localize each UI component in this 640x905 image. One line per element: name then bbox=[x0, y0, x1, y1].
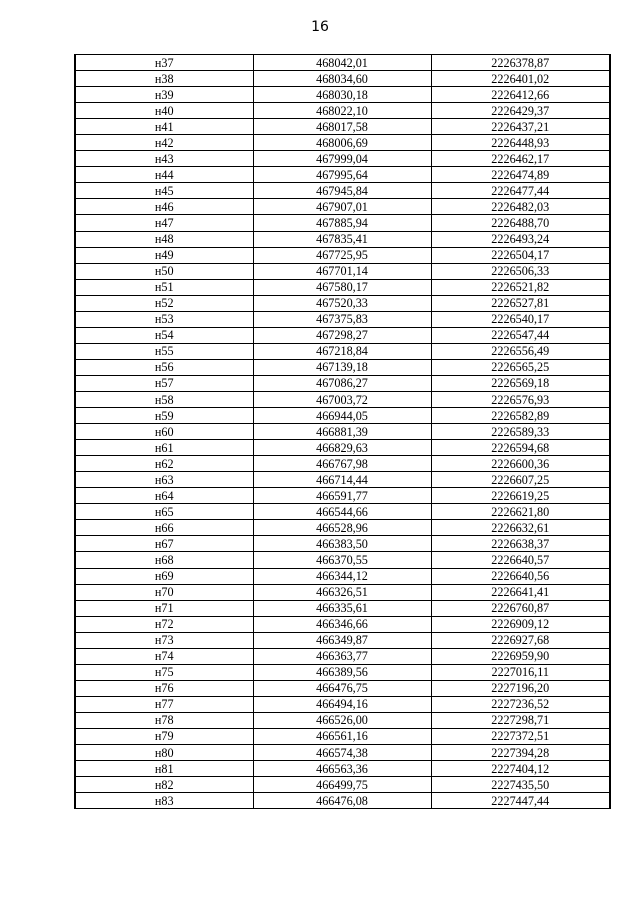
table-row bbox=[75, 183, 610, 199]
x-coordinate-cell: 466714,44 bbox=[253, 472, 431, 488]
x-coordinate-cell: 467218,84 bbox=[253, 343, 431, 359]
y-coordinate-cell: 2227298,71 bbox=[431, 712, 610, 728]
point-id-cell: н83 bbox=[75, 793, 253, 809]
y-coordinate-cell: 2226565,25 bbox=[431, 359, 610, 375]
point-id-cell: н38 bbox=[75, 71, 253, 87]
y-coordinate-cell: 2227404,12 bbox=[431, 761, 610, 777]
y-coordinate-cell: 2226477,44 bbox=[431, 183, 610, 199]
table-row bbox=[75, 263, 610, 279]
table-row bbox=[75, 135, 610, 151]
x-coordinate-cell: 466944,05 bbox=[253, 408, 431, 424]
x-coordinate-cell: 466574,38 bbox=[253, 745, 431, 761]
x-coordinate-cell: 466544,66 bbox=[253, 504, 431, 520]
x-coordinate-cell: 467139,18 bbox=[253, 359, 431, 375]
x-coordinate-cell: 466563,36 bbox=[253, 761, 431, 777]
table-row bbox=[75, 728, 610, 744]
point-id-cell: н68 bbox=[75, 552, 253, 568]
point-id-cell: н75 bbox=[75, 664, 253, 680]
point-id-cell: н76 bbox=[75, 680, 253, 696]
table-row bbox=[75, 408, 610, 424]
y-coordinate-cell: 2226621,80 bbox=[431, 504, 610, 520]
y-coordinate-cell: 2226527,81 bbox=[431, 295, 610, 311]
y-coordinate-cell: 2227372,51 bbox=[431, 728, 610, 744]
y-coordinate-cell: 2227196,20 bbox=[431, 680, 610, 696]
x-coordinate-cell: 466829,63 bbox=[253, 440, 431, 456]
y-coordinate-cell: 2226641,41 bbox=[431, 584, 610, 600]
y-coordinate-cell: 2226640,56 bbox=[431, 568, 610, 584]
point-id-cell: н37 bbox=[75, 55, 253, 71]
point-id-cell: н54 bbox=[75, 327, 253, 343]
x-coordinate-cell: 466383,50 bbox=[253, 536, 431, 552]
x-coordinate-cell: 466389,56 bbox=[253, 664, 431, 680]
point-id-cell: н46 bbox=[75, 199, 253, 215]
point-id-cell: н40 bbox=[75, 103, 253, 119]
y-coordinate-cell: 2227447,44 bbox=[431, 793, 610, 809]
x-coordinate-cell: 466494,16 bbox=[253, 696, 431, 712]
x-coordinate-cell: 466881,39 bbox=[253, 424, 431, 440]
x-coordinate-cell: 466591,77 bbox=[253, 488, 431, 504]
y-coordinate-cell: 2226378,87 bbox=[431, 55, 610, 71]
table-row bbox=[75, 87, 610, 103]
point-id-cell: н44 bbox=[75, 167, 253, 183]
table-row bbox=[75, 231, 610, 247]
table-row bbox=[75, 600, 610, 616]
table-row bbox=[75, 536, 610, 552]
x-coordinate-cell: 467999,04 bbox=[253, 151, 431, 167]
y-coordinate-cell: 2226640,57 bbox=[431, 552, 610, 568]
x-coordinate-cell: 466370,55 bbox=[253, 552, 431, 568]
table-row bbox=[75, 55, 610, 71]
point-id-cell: н69 bbox=[75, 568, 253, 584]
table-row bbox=[75, 520, 610, 536]
y-coordinate-cell: 2226959,90 bbox=[431, 648, 610, 664]
point-id-cell: н56 bbox=[75, 359, 253, 375]
table-row bbox=[75, 712, 610, 728]
table-row bbox=[75, 151, 610, 167]
table-row bbox=[75, 327, 610, 343]
y-coordinate-cell: 2227394,28 bbox=[431, 745, 610, 761]
x-coordinate-cell: 468034,60 bbox=[253, 71, 431, 87]
point-id-cell: н58 bbox=[75, 391, 253, 407]
y-coordinate-cell: 2227016,11 bbox=[431, 664, 610, 680]
point-id-cell: н77 bbox=[75, 696, 253, 712]
y-coordinate-cell: 2226594,68 bbox=[431, 440, 610, 456]
y-coordinate-cell: 2226540,17 bbox=[431, 311, 610, 327]
point-id-cell: н45 bbox=[75, 183, 253, 199]
y-coordinate-cell: 2226927,68 bbox=[431, 632, 610, 648]
y-coordinate-cell: 2227236,52 bbox=[431, 696, 610, 712]
x-coordinate-cell: 466349,87 bbox=[253, 632, 431, 648]
x-coordinate-cell: 466363,77 bbox=[253, 648, 431, 664]
table-row bbox=[75, 375, 610, 391]
table-row bbox=[75, 504, 610, 520]
point-id-cell: н65 bbox=[75, 504, 253, 520]
table-row bbox=[75, 696, 610, 712]
table-row bbox=[75, 680, 610, 696]
y-coordinate-cell: 2226582,89 bbox=[431, 408, 610, 424]
point-id-cell: н70 bbox=[75, 584, 253, 600]
table-row bbox=[75, 761, 610, 777]
x-coordinate-cell: 466476,08 bbox=[253, 793, 431, 809]
point-id-cell: н79 bbox=[75, 728, 253, 744]
y-coordinate-cell: 2226909,12 bbox=[431, 616, 610, 632]
point-id-cell: н48 bbox=[75, 231, 253, 247]
page-number: 16 bbox=[311, 19, 329, 35]
point-id-cell: н80 bbox=[75, 745, 253, 761]
point-id-cell: н66 bbox=[75, 520, 253, 536]
point-id-cell: н74 bbox=[75, 648, 253, 664]
x-coordinate-cell: 468006,69 bbox=[253, 135, 431, 151]
y-coordinate-cell: 2226607,25 bbox=[431, 472, 610, 488]
point-id-cell: н78 bbox=[75, 712, 253, 728]
y-coordinate-cell: 2226506,33 bbox=[431, 263, 610, 279]
point-id-cell: н59 bbox=[75, 408, 253, 424]
y-coordinate-cell: 2226493,24 bbox=[431, 231, 610, 247]
x-coordinate-cell: 466767,98 bbox=[253, 456, 431, 472]
point-id-cell: н73 bbox=[75, 632, 253, 648]
table-row bbox=[75, 359, 610, 375]
y-coordinate-cell: 2226589,33 bbox=[431, 424, 610, 440]
y-coordinate-cell: 2226429,37 bbox=[431, 103, 610, 119]
table-row bbox=[75, 167, 610, 183]
x-coordinate-cell: 466499,75 bbox=[253, 777, 431, 793]
table-row bbox=[75, 119, 610, 135]
point-id-cell: н52 bbox=[75, 295, 253, 311]
table-row bbox=[75, 584, 610, 600]
x-coordinate-cell: 466476,75 bbox=[253, 680, 431, 696]
coordinates-table-body bbox=[75, 55, 610, 809]
table-row bbox=[75, 199, 610, 215]
y-coordinate-cell: 2226448,93 bbox=[431, 135, 610, 151]
point-id-cell: н39 bbox=[75, 87, 253, 103]
x-coordinate-cell: 467907,01 bbox=[253, 199, 431, 215]
table-row bbox=[75, 343, 610, 359]
x-coordinate-cell: 467725,95 bbox=[253, 247, 431, 263]
table-row bbox=[75, 103, 610, 119]
y-coordinate-cell: 2226638,37 bbox=[431, 536, 610, 552]
table-row bbox=[75, 472, 610, 488]
point-id-cell: н51 bbox=[75, 279, 253, 295]
y-coordinate-cell: 2226547,44 bbox=[431, 327, 610, 343]
x-coordinate-cell: 466335,61 bbox=[253, 600, 431, 616]
y-coordinate-cell: 2226437,21 bbox=[431, 119, 610, 135]
point-id-cell: н53 bbox=[75, 311, 253, 327]
y-coordinate-cell: 2226600,36 bbox=[431, 456, 610, 472]
y-coordinate-cell: 2226760,87 bbox=[431, 600, 610, 616]
x-coordinate-cell: 467835,41 bbox=[253, 231, 431, 247]
table-row bbox=[75, 391, 610, 407]
point-id-cell: н82 bbox=[75, 777, 253, 793]
x-coordinate-cell: 468017,58 bbox=[253, 119, 431, 135]
y-coordinate-cell: 2226412,66 bbox=[431, 87, 610, 103]
y-coordinate-cell: 2226556,49 bbox=[431, 343, 610, 359]
table-row bbox=[75, 71, 610, 87]
table-row bbox=[75, 793, 610, 809]
x-coordinate-cell: 467885,94 bbox=[253, 215, 431, 231]
x-coordinate-cell: 467003,72 bbox=[253, 391, 431, 407]
table-row bbox=[75, 552, 610, 568]
table-row bbox=[75, 648, 610, 664]
x-coordinate-cell: 466526,00 bbox=[253, 712, 431, 728]
x-coordinate-cell: 468042,01 bbox=[253, 55, 431, 71]
table-row bbox=[75, 215, 610, 231]
point-id-cell: н42 bbox=[75, 135, 253, 151]
point-id-cell: н62 bbox=[75, 456, 253, 472]
table-row bbox=[75, 311, 610, 327]
y-coordinate-cell: 2226474,89 bbox=[431, 167, 610, 183]
table-row bbox=[75, 295, 610, 311]
y-coordinate-cell: 2226488,70 bbox=[431, 215, 610, 231]
table-row bbox=[75, 616, 610, 632]
y-coordinate-cell: 2226569,18 bbox=[431, 375, 610, 391]
y-coordinate-cell: 2226401,02 bbox=[431, 71, 610, 87]
point-id-cell: н41 bbox=[75, 119, 253, 135]
point-id-cell: н57 bbox=[75, 375, 253, 391]
point-id-cell: н55 bbox=[75, 343, 253, 359]
y-coordinate-cell: 2226632,61 bbox=[431, 520, 610, 536]
y-coordinate-cell: 2227435,50 bbox=[431, 777, 610, 793]
x-coordinate-cell: 467995,64 bbox=[253, 167, 431, 183]
x-coordinate-cell: 467520,33 bbox=[253, 295, 431, 311]
y-coordinate-cell: 2226576,93 bbox=[431, 391, 610, 407]
table-row bbox=[75, 488, 610, 504]
point-id-cell: н43 bbox=[75, 151, 253, 167]
point-id-cell: н60 bbox=[75, 424, 253, 440]
x-coordinate-cell: 467298,27 bbox=[253, 327, 431, 343]
x-coordinate-cell: 466326,51 bbox=[253, 584, 431, 600]
point-id-cell: н63 bbox=[75, 472, 253, 488]
y-coordinate-cell: 2226619,25 bbox=[431, 488, 610, 504]
table-row bbox=[75, 568, 610, 584]
point-id-cell: н67 bbox=[75, 536, 253, 552]
point-id-cell: н49 bbox=[75, 247, 253, 263]
point-id-cell: н61 bbox=[75, 440, 253, 456]
y-coordinate-cell: 2226462,17 bbox=[431, 151, 610, 167]
x-coordinate-cell: 466528,96 bbox=[253, 520, 431, 536]
x-coordinate-cell: 467945,84 bbox=[253, 183, 431, 199]
table-row bbox=[75, 456, 610, 472]
point-id-cell: н72 bbox=[75, 616, 253, 632]
x-coordinate-cell: 467580,17 bbox=[253, 279, 431, 295]
table-row bbox=[75, 664, 610, 680]
x-coordinate-cell: 467086,27 bbox=[253, 375, 431, 391]
x-coordinate-cell: 468022,10 bbox=[253, 103, 431, 119]
y-coordinate-cell: 2226482,03 bbox=[431, 199, 610, 215]
point-id-cell: н47 bbox=[75, 215, 253, 231]
coordinates-table bbox=[74, 54, 611, 809]
table-row bbox=[75, 424, 610, 440]
x-coordinate-cell: 466344,12 bbox=[253, 568, 431, 584]
table-row bbox=[75, 745, 610, 761]
table-row bbox=[75, 777, 610, 793]
point-id-cell: н81 bbox=[75, 761, 253, 777]
y-coordinate-cell: 2226504,17 bbox=[431, 247, 610, 263]
x-coordinate-cell: 468030,18 bbox=[253, 87, 431, 103]
x-coordinate-cell: 466561,16 bbox=[253, 728, 431, 744]
x-coordinate-cell: 467701,14 bbox=[253, 263, 431, 279]
point-id-cell: н71 bbox=[75, 600, 253, 616]
table-row bbox=[75, 632, 610, 648]
point-id-cell: н64 bbox=[75, 488, 253, 504]
point-id-cell: н50 bbox=[75, 263, 253, 279]
table-row bbox=[75, 247, 610, 263]
y-coordinate-cell: 2226521,82 bbox=[431, 279, 610, 295]
table-row bbox=[75, 440, 610, 456]
table-row bbox=[75, 279, 610, 295]
x-coordinate-cell: 467375,83 bbox=[253, 311, 431, 327]
x-coordinate-cell: 466346,66 bbox=[253, 616, 431, 632]
